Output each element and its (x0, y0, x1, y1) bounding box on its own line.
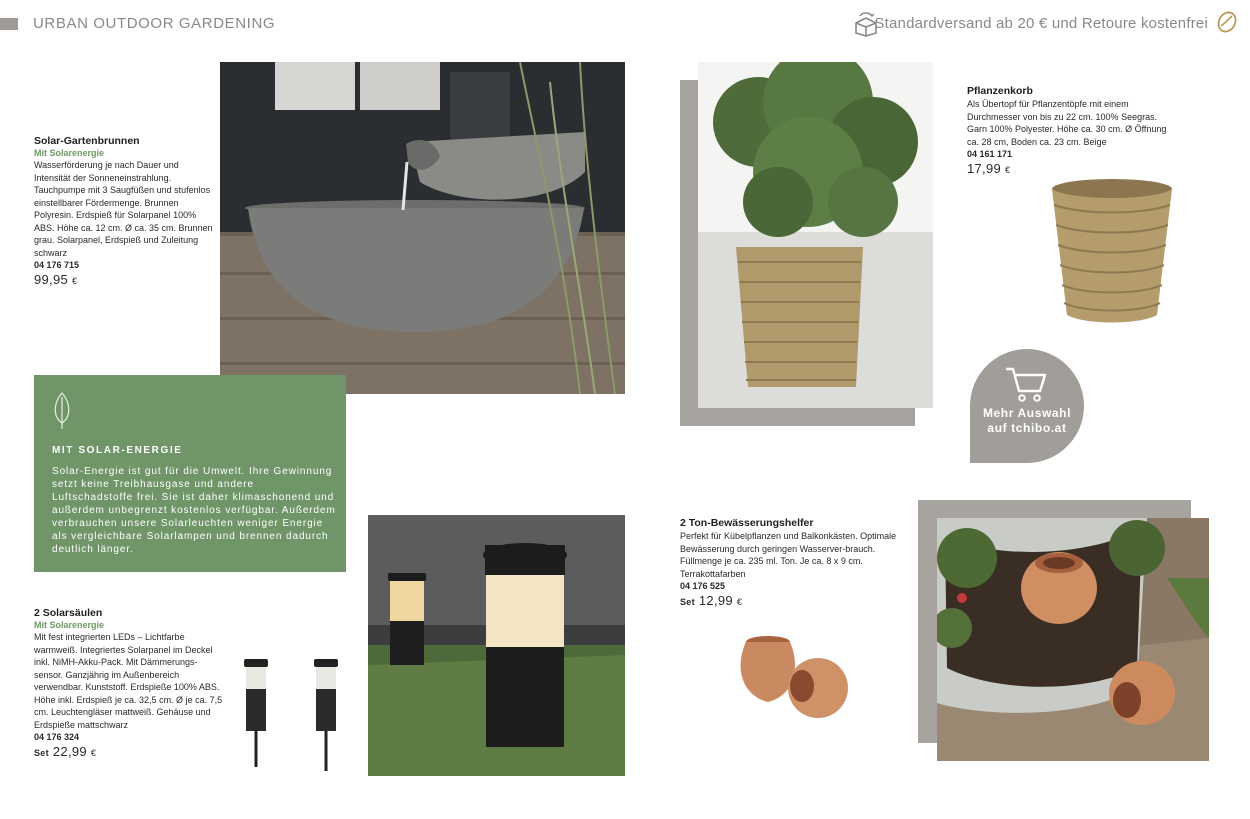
fountain-photo (220, 62, 625, 394)
info-box-text: Solar-Energie ist gut für die Umwelt. Ihre Gewinnung setzt keine Treibhausgase und andere Luftschadstoffe frei. Sie ist daher klimaschonend und außerdem unbegrenzt kostenlos verfügbar. Außerdem verbrauchen unsere Solarleuchten weniger Energie als vergleichbare Solarlampen und brennen dadurch deutlich länger. (52, 466, 336, 555)
product-watering (680, 517, 905, 608)
page-title: URBAN OUTDOOR GARDENING (33, 15, 276, 32)
clay-waterer-planter-photo (937, 518, 1209, 761)
more-selection-line1: Mehr Auswahl (982, 406, 1072, 420)
product-columns (34, 607, 224, 759)
product-name: Pflanzenkorb (967, 85, 1033, 97)
shopping-cart-icon (1004, 365, 1048, 403)
solar-info-box (34, 375, 346, 572)
basket-plant-photo (698, 62, 933, 408)
solar-columns-product-image (232, 655, 357, 775)
product-price: 99,95 € (34, 272, 78, 287)
clay-waterer-product-image (730, 630, 860, 730)
more-selection-line2: auf tchibo.at (987, 421, 1067, 435)
article-number: 04 176 324 (34, 732, 80, 742)
product-basket (967, 85, 1167, 176)
article-number: 04 176 525 (680, 581, 726, 591)
product-fountain (34, 135, 214, 287)
product-name: 2 Solarsäulen (34, 607, 103, 619)
product-name: Solar-Gartenbrunnen (34, 135, 140, 147)
product-price: Set 22,99 € (34, 744, 97, 759)
more-selection-button[interactable] (970, 349, 1084, 463)
product-price: Set 12,99 € (680, 593, 743, 608)
basket-product-image (1045, 175, 1180, 335)
product-description: Als Übertopf für Pflanzentöpfe mit einem Durchmesser von bis zu 22 cm. 100% Seegras. Garn 100% Polyester. Höhe ca. 30 cm. Ø Öffnung ca. 28 cm, Boden ca. 23 cm. Beige (967, 99, 1167, 147)
product-description: Wasserförderung je nach Dauer und Intensität der Sonneneinstrahlung. Tauchpumpe mit 3 Saugfüßen und stufenlos einstellbarer Fördermenge. Brunnen Polyresin. Erdspieß für Solarpanel 100% ABS. Höhe ca. 12 cm. Ø ca. 35 cm. Brunnen grau. Solarpanel, Erdspieß und Zuleitung schwarz (34, 160, 213, 258)
solar-columns-photo (368, 515, 625, 776)
tchibo-bean-icon (1216, 11, 1238, 33)
shipping-note: Standardversand ab 20 € und Retoure kostenfrei (874, 15, 1208, 32)
info-box-title: MIT SOLAR-ENERGIE (52, 445, 183, 456)
product-feature: Mit Solarenergie (34, 148, 105, 158)
leaf-icon (51, 391, 73, 431)
article-number: 04 161 171 (967, 149, 1013, 159)
product-feature: Mit Solarenergie (34, 620, 105, 630)
article-number: 04 176 715 (34, 260, 80, 270)
product-description: Perfekt für Kübelpflanzen und Balkonkästen. Optimale Bewässerung durch geringen Wasserver-brauch. Füllmenge je ca. 235 ml. Ton. Je ca. 8 x 9 cm. Terrakottafarben (680, 531, 897, 579)
product-name: 2 Ton-Bewässerungshelfer (680, 517, 814, 529)
header-accent-bar (0, 18, 18, 30)
product-price: 17,99 € (967, 161, 1011, 176)
product-description: Mit fest integrierten LEDs – Lichtfarbe warmweiß. Integriertes Solarpanel im Deckel inkl. NiMH-Akku-Pack. Mit Dämmerungs-sensor. Ganzjährig im Außenbereich verwendbar. Kunststoff. Erdspieße 100% ABS. Höhe inkl. Erdspieß je ca. 32,5 cm. Ø je ca. 7,5 cm. Leuchtengläser mattweiß. Gehäuse und Erdspieße mattschwarz (34, 632, 223, 730)
